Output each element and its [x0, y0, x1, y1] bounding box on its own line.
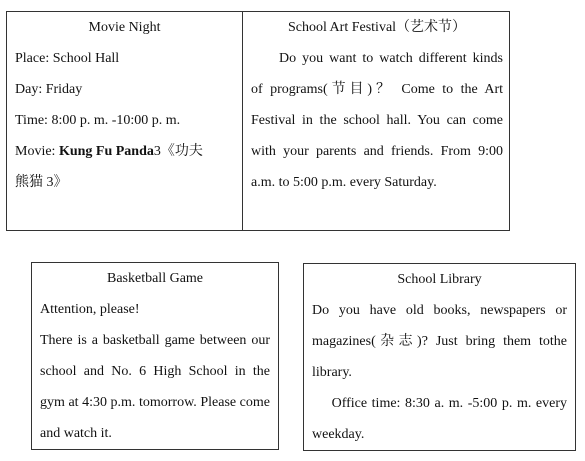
movie-title: Kung Fu Panda — [58, 144, 154, 159]
school-library-notice — [303, 263, 576, 451]
basketball-body: There is a basketball game between our school and No. 6 High School in the gym at 4:30 p.m. tomorrow. Please come and watch it. — [40, 333, 270, 441]
notice-table-top — [6, 11, 510, 231]
movie-night-movie — [15, 136, 234, 167]
movie-night-day: Day: Friday — [15, 82, 83, 97]
art-festival-cell — [243, 12, 511, 230]
movie-night-time: Time: 8:00 p. m. -10:00 p. m. — [15, 113, 181, 128]
library-title: School Library — [397, 272, 482, 287]
movie-night-movie-line2: 熊猫 3》 — [15, 175, 68, 190]
library-office-time: Office time: 8:30 a. m. -5:00 p. m. every weekday. — [312, 396, 567, 442]
movie-night-cell — [7, 12, 242, 230]
art-festival-title: School Art Festival（艺术节） — [287, 20, 467, 35]
basketball-game-notice — [31, 262, 279, 450]
basketball-title: Basketball Game — [106, 271, 204, 286]
movie-night-title: Movie Night — [88, 20, 161, 35]
library-body: Do you have old books, newspapers or magazines(杂志)? Just bring them tothe library. — [312, 303, 567, 380]
art-festival-body: Do you want to watch different kinds of programs(节目)？ Come to the Art Festival in the school hall. You can come with your parents and friends. From 9:00 a.m. to 5:00 p.m. every Saturday. — [251, 51, 503, 190]
movie-label: Movie: — [15, 144, 59, 159]
movie-title-rest: 3《功夫 — [153, 144, 203, 159]
movie-night-place: Place: School Hall — [15, 51, 120, 66]
basketball-attention: Attention, please! — [40, 302, 140, 317]
